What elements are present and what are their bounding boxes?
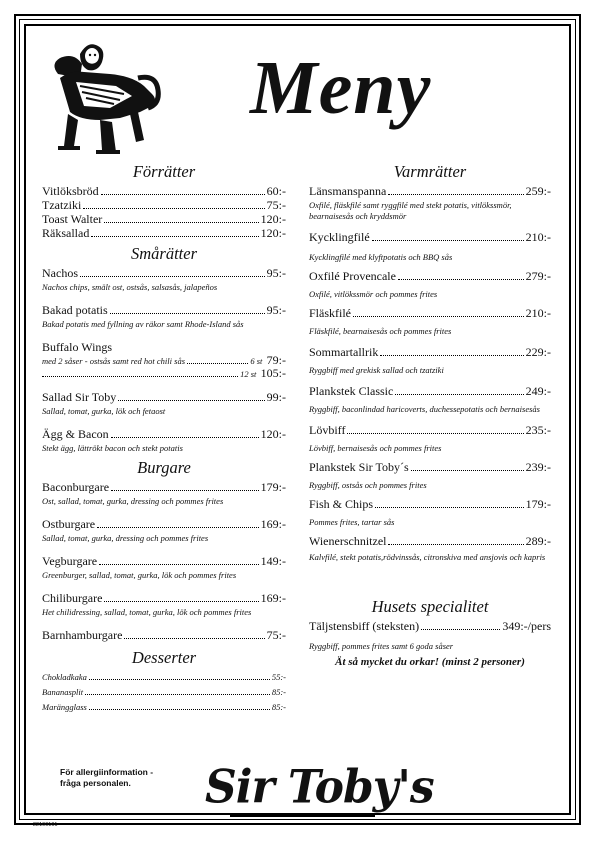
menu-item-description: Ost, sallad, tomat, gurka, dressing och pommes frites — [42, 496, 224, 506]
menu-item-description: Oxfilé, vitlökssmör och pommes frites — [309, 289, 438, 299]
menu-item-description: Kalvfilé, stekt potatis,rödvinssås, citronskiva med ansjovis och kapris — [309, 552, 546, 562]
menu-item-description: Greenburger, sallad, tomat, gurka, lök och pommes frites — [42, 570, 237, 580]
print-code: 22100101 — [33, 822, 58, 828]
menu-item: Oxfilé Provencale 279:- — [309, 269, 551, 283]
menu-item: Chiliburgare 169:- — [42, 591, 286, 605]
menu-item: Sallad Sir Toby 99:- — [42, 390, 286, 404]
menu-item-description: Sallad, tomat, gurka, dressing och pommes frites — [42, 533, 209, 543]
sir-toby-portrait-icon — [40, 34, 162, 156]
menu-item: Länsmanspanna 259:- — [309, 184, 551, 198]
section-heading-smaratter: Smårätter — [131, 244, 197, 263]
menu-item: Kycklingfilé 210:- — [309, 230, 551, 244]
menu-item-description: Oxfilé, fläskfilé samt ryggfilé med stekt potatis, vitlökssmör, bearnaisesås och kryddsmör — [309, 200, 512, 221]
menu-item: Vitlöksbröd 60:- — [42, 184, 286, 198]
menu-item: Plankstek Classic 249:- — [309, 384, 551, 398]
menu-item-description: Kycklingfilé med klyftpotatis och BBQ sås — [309, 252, 453, 262]
menu-item: Toast Walter 120:- — [42, 212, 286, 226]
menu-item: Sommartallrik 229:- — [309, 345, 551, 359]
menu-item: Fläskfilé 210:- — [309, 306, 551, 320]
menu-item-description: Ryggbiff med grekisk sallad och tzatziki — [309, 365, 444, 375]
menu-item-description: Nachos chips, smält ost, ostsås, salsasås, jalapeños — [42, 282, 218, 292]
menu-item: Bakad potatis 95:- — [42, 303, 286, 317]
menu-item-description: Lövbiff, bernaisesås och pommes frites — [309, 443, 442, 453]
menu-item-description: Ryggbiff, baconlindad haricoverts, duchessepotatis och bernaisesås — [309, 404, 540, 414]
menu-item-description: Stekt ägg, lättrökt bacon och stekt potatis — [42, 443, 183, 453]
menu-item-description: Het chilidressing, sallad, tomat, gurka, lök och pommes frites — [42, 607, 252, 617]
section-heading-varmratter: Varmrätter — [393, 162, 467, 181]
menu-item: Vegburgare 149:- — [42, 554, 286, 568]
left-column — [42, 162, 286, 715]
page-title: Meny — [250, 46, 432, 130]
menu-item: Wienerschnitzel 289:- — [309, 534, 551, 548]
menu-item-variant: 12 st 105:- — [42, 367, 286, 380]
menu-item-description: Ryggbiff, ostsås och pommes frites — [309, 480, 427, 490]
menu-item: Bananasplit 85:- — [42, 687, 286, 697]
menu-item: Plankstek Sir Toby´s 239:- — [309, 460, 551, 474]
menu-item-description: Pommes frites, tartar sås — [309, 517, 395, 527]
menu-item-variant: med 2 såser - ostsås samt red hot chili sås 6 st 79:- — [42, 353, 286, 367]
menu-item: Marängglass 85:- — [42, 702, 286, 712]
menu-item: Räksallad 120:- — [42, 226, 286, 240]
menu-item-description: Bakad potatis med fyllning av räkor samt Rhode-Island sås — [42, 319, 244, 329]
menu-item-description: Sallad, tomat, gurka, lök och fetaost — [42, 406, 166, 416]
menu-item: Nachos 95:- — [42, 266, 286, 280]
menu-item: Lövbiff 235:- — [309, 423, 551, 437]
section-heading-burgare: Burgare — [137, 458, 191, 477]
section-heading-husets-specialitet: Husets specialitet — [371, 597, 489, 616]
menu-item: Tzatziki 75:- — [42, 198, 286, 212]
menu-item: Ägg & Bacon 120:- — [42, 427, 286, 441]
menu-item: Baconburgare 179:- — [42, 480, 286, 494]
menu-item-description: Fläskfilé, bearnaisesås och pommes frites — [309, 326, 452, 336]
menu-item: Buffalo Wings — [42, 340, 113, 354]
menu-item: Ostburgare 169:- — [42, 517, 286, 531]
menu-item: Barnhamburgare 75:- — [42, 628, 286, 642]
allergy-info: För allergiinformation - fråga personalen. — [60, 767, 154, 788]
menu-item-description: Ryggbiff, pommes frites samt 6 goda såser — [309, 641, 454, 651]
section-heading-desserter: Desserter — [131, 648, 197, 667]
menu-item: Fish & Chips 179:- — [309, 497, 551, 511]
right-column — [309, 162, 551, 668]
logo-underline — [230, 814, 375, 817]
specialty-note: Ät så mycket du orkar! (minst 2 personer) — [335, 656, 525, 668]
menu-item: Chokladkaka 55:- — [42, 672, 286, 682]
section-heading-forratter: Förrätter — [132, 162, 196, 181]
sir-tobys-logo: Sir Toby's — [205, 760, 434, 815]
menu-item: Täljstensbiff (steksten) 349:-/pers — [309, 619, 551, 633]
